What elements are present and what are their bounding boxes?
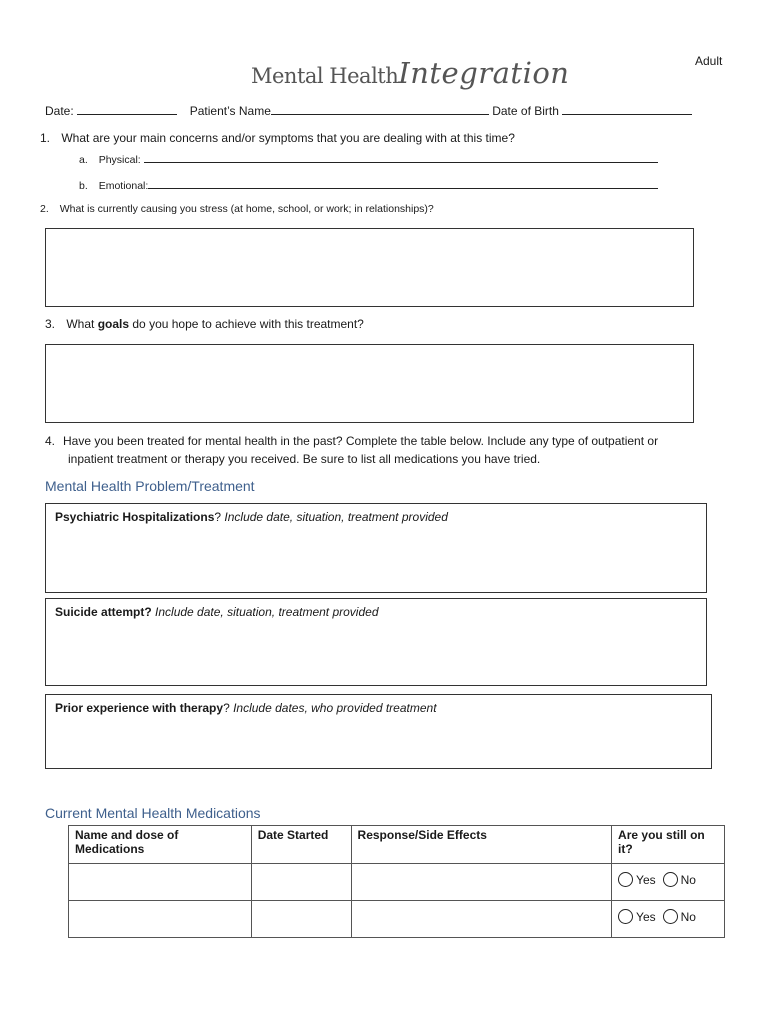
- table-row: [69, 864, 725, 901]
- suicide-attempt-label: Suicide attempt?: [55, 605, 152, 619]
- question-2-text: What is currently causing you stress (at home, school, or work; in relationships)?: [59, 203, 434, 215]
- logo-text-mental-health: Mental Health: [251, 64, 399, 88]
- question-4-number: 4.: [45, 434, 56, 448]
- question-1-number: 1.: [40, 131, 51, 145]
- prior-therapy-label: Prior experience with therapy: [55, 701, 224, 715]
- still-on-cell: [612, 864, 725, 901]
- response-cell[interactable]: [351, 901, 612, 938]
- medications-header-row: [69, 826, 725, 864]
- question-2: [40, 203, 434, 215]
- header-response: Response/Side Effects: [351, 826, 612, 864]
- yes-radio[interactable]: [618, 909, 633, 924]
- suicide-attempt-box[interactable]: [45, 598, 707, 686]
- suicide-attempt-hint: Include date, situation, treatment provided: [151, 605, 379, 619]
- question-1: [40, 131, 515, 145]
- goals-emphasis: goals: [97, 317, 130, 331]
- still-on-radio-group: [618, 909, 718, 924]
- treatment-section-title: Mental Health Problem/Treatment: [45, 478, 255, 494]
- header-still-on: Are you still on it?: [612, 826, 725, 864]
- no-radio[interactable]: [663, 909, 678, 924]
- patient-info-line: [45, 102, 725, 118]
- medication-name-cell[interactable]: [69, 901, 252, 938]
- physical-field[interactable]: [144, 150, 658, 163]
- yes-label: Yes: [636, 909, 656, 924]
- still-on-radio-group: [618, 872, 718, 887]
- stress-answer-box[interactable]: [45, 228, 694, 307]
- physical-label: Physical:: [98, 154, 141, 166]
- question-4: [45, 432, 725, 468]
- question-1-text: What are your main concerns and/or symptoms that you are dealing with at this time?: [61, 131, 515, 145]
- prior-therapy-box[interactable]: Prior experience with therapy? Include dates, who provided treatment: [45, 694, 712, 769]
- yes-label: Yes: [636, 872, 656, 887]
- hospitalizations-hint: Include date, situation, treatment provided: [224, 510, 448, 524]
- still-on-cell: [612, 901, 725, 938]
- form-audience-tag: Adult: [695, 54, 723, 68]
- table-row: [69, 901, 725, 938]
- emotional-field[interactable]: [148, 176, 658, 189]
- question-4-line2: inpatient treatment or therapy you received. Be sure to list all medications you have tried.: [68, 452, 541, 466]
- header-date-started: Date Started: [251, 826, 351, 864]
- question-3: [45, 317, 364, 331]
- question-1b: [79, 176, 658, 192]
- date-started-cell[interactable]: [251, 901, 351, 938]
- question-1a: [79, 150, 658, 166]
- prior-therapy-hint: Include dates, who provided treatment: [233, 701, 437, 715]
- question-1b-marker: b.: [79, 180, 88, 192]
- emotional-label: Emotional:: [98, 180, 149, 192]
- medication-name-cell[interactable]: [69, 864, 252, 901]
- no-label: No: [680, 909, 696, 924]
- response-cell[interactable]: [351, 864, 612, 901]
- logo-text-integration: Integration: [398, 56, 570, 90]
- medications-table: [68, 825, 725, 938]
- hospitalizations-label: Psychiatric Hospitalizations: [55, 510, 215, 524]
- patient-name-field[interactable]: [271, 102, 489, 115]
- logo: [251, 56, 569, 90]
- patient-name-label: Patient’s Name: [189, 104, 271, 118]
- question-1a-marker: a.: [79, 154, 88, 166]
- yes-radio[interactable]: [618, 872, 633, 887]
- date-started-cell[interactable]: [251, 864, 351, 901]
- goals-answer-box[interactable]: [45, 344, 694, 423]
- header-name-dose: Name and dose of Medications: [69, 826, 252, 864]
- question-2-number: 2.: [40, 203, 49, 215]
- dob-label: Date of Birth: [492, 104, 559, 118]
- date-field[interactable]: [77, 102, 177, 115]
- psychiatric-hospitalizations-box[interactable]: Psychiatric Hospitalizations? Include date, situation, treatment provided: [45, 503, 707, 593]
- medications-section-title: Current Mental Health Medications: [45, 805, 261, 821]
- question-3-text: What goals do you hope to achieve with this treatment?: [66, 317, 364, 331]
- question-4-line1: Have you been treated for mental health in the past? Complete the table below. Include any type of outpatient or: [63, 434, 659, 448]
- date-label: Date:: [45, 104, 74, 118]
- dob-field[interactable]: [562, 102, 692, 115]
- no-label: No: [680, 872, 696, 887]
- no-radio[interactable]: [663, 872, 678, 887]
- question-3-number: 3.: [45, 317, 56, 331]
